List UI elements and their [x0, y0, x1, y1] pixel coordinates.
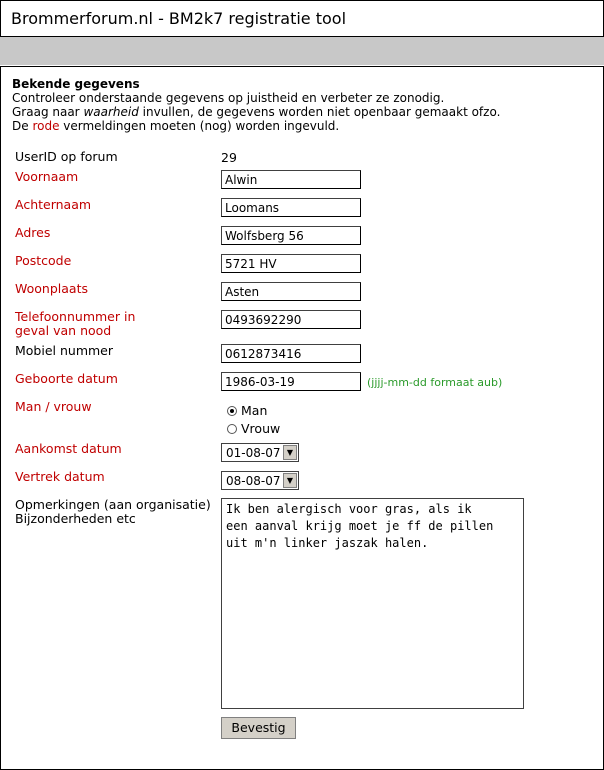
adres-input[interactable]: [221, 226, 361, 245]
opmerkingen-textarea[interactable]: Ik ben alergisch voor gras, als ik een aanval krijg moet je ff de pillen uit m'n linker jaszak halen.: [221, 498, 524, 709]
radio-vrouw[interactable]: [227, 421, 280, 436]
telefoon-label-line-2: geval van nood: [15, 323, 112, 338]
userid-value: 29: [221, 150, 237, 165]
opmerkingen-label-line-2: Bijzonderheden etc: [15, 511, 136, 526]
intro-line-3: [12, 119, 500, 133]
intro-line-3-post: vermeldingen moeten (nog) worden ingevuld.: [59, 119, 340, 133]
vertrek-label: Vertrek datum: [15, 469, 105, 484]
separator-bar: [0, 37, 604, 65]
aankomst-select-value: 01-08-07: [226, 446, 281, 460]
userid-label: UserID op forum: [15, 149, 118, 164]
page-title: Brommerforum.nl - BM2k7 registratie tool: [11, 9, 347, 28]
chevron-down-icon[interactable]: ▼: [283, 473, 297, 488]
geslacht-label: Man / vrouw: [15, 399, 92, 414]
vertrek-select[interactable]: [221, 471, 299, 490]
mobiel-label: Mobiel nummer: [15, 343, 114, 358]
achternaam-input[interactable]: [221, 198, 361, 217]
geboorte-input[interactable]: [221, 372, 361, 391]
woonplaats-label: Woonplaats: [15, 281, 88, 296]
telefoon-input[interactable]: [221, 310, 361, 329]
intro-line-2-emphasis: waarheid: [83, 105, 139, 119]
chevron-down-icon[interactable]: ▼: [283, 445, 297, 460]
intro-line-3-red: rode: [32, 119, 60, 133]
aankomst-select[interactable]: [221, 443, 299, 462]
aankomst-label: Aankomst datum: [15, 441, 122, 456]
telefoon-label: [15, 310, 135, 338]
woonplaats-input[interactable]: [221, 282, 361, 301]
bevestig-button[interactable]: Bevestig: [221, 717, 296, 739]
voornaam-label: Voornaam: [15, 169, 79, 184]
postcode-label: Postcode: [15, 253, 72, 268]
registration-panel: [0, 66, 604, 770]
opmerkingen-label-line-1: Opmerkingen (aan organisatie): [15, 497, 211, 512]
achternaam-label: Achternaam: [15, 197, 92, 212]
date-format-hint: (jjjj-mm-dd formaat aub): [367, 376, 503, 389]
telefoon-label-line-1: Telefoonnummer in: [15, 309, 136, 324]
postcode-input[interactable]: [221, 254, 361, 273]
radio-icon[interactable]: [227, 406, 237, 416]
mobiel-input[interactable]: [221, 344, 361, 363]
radio-man-label: Man: [241, 403, 268, 418]
intro-line-2-post: invullen, de gegevens worden niet openbaar gemaakt ofzo.: [138, 105, 501, 119]
intro-line-2: [12, 105, 500, 119]
geboorte-label: Geboorte datum: [15, 371, 118, 386]
adres-label: Adres: [15, 225, 51, 240]
voornaam-input[interactable]: [221, 170, 361, 189]
intro-line-2-pre: Graag naar: [12, 105, 84, 119]
opmerkingen-label: [15, 498, 211, 526]
title-bar: [0, 0, 604, 37]
intro-text: [12, 77, 500, 133]
intro-line-1: Controleer onderstaande gegevens op juistheid en verbeter ze zonodig.: [12, 91, 445, 105]
vertrek-select-value: 08-08-07: [226, 474, 281, 488]
radio-man[interactable]: [227, 403, 267, 418]
section-heading: Bekende gegevens: [12, 77, 140, 91]
radio-vrouw-label: Vrouw: [241, 421, 281, 436]
intro-line-3-pre: De: [12, 119, 33, 133]
radio-icon[interactable]: [227, 424, 237, 434]
